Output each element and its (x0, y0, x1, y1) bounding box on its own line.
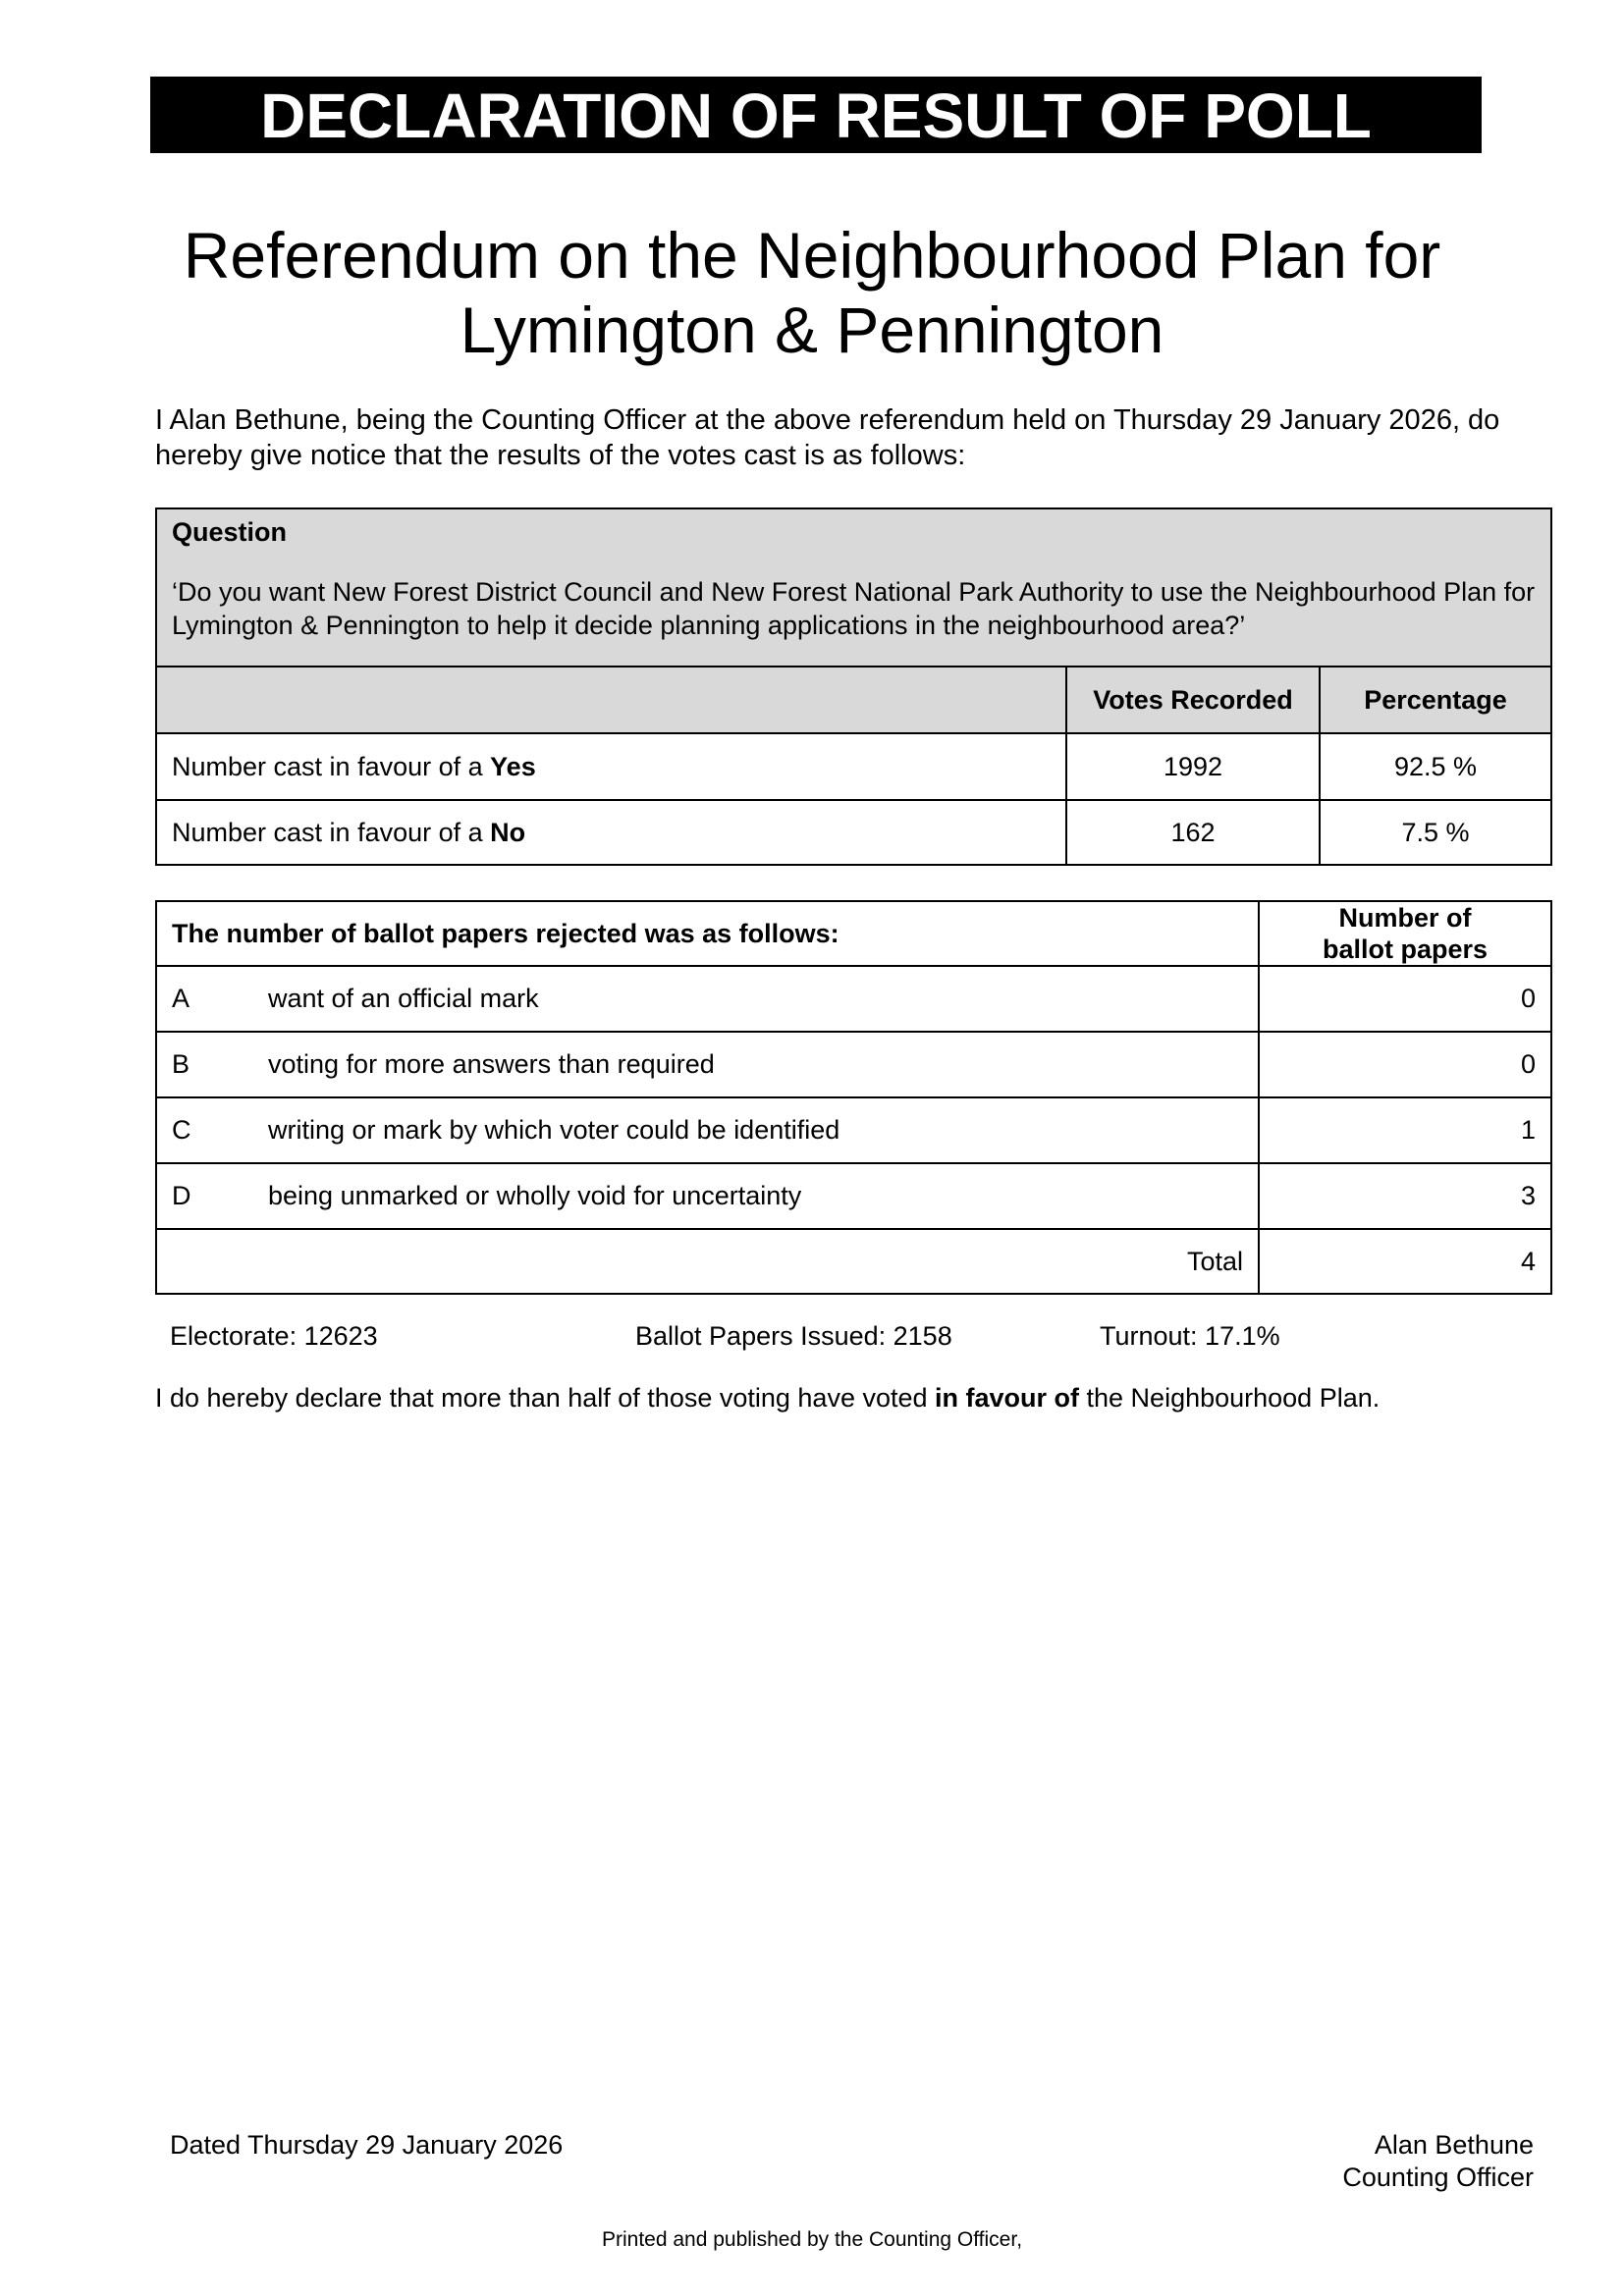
turnout: Turnout: 17.1% (1100, 1321, 1280, 1351)
percentage-yes: 92.5 % (1320, 733, 1551, 800)
rejected-reason: voting for more answers than required (253, 1032, 1259, 1097)
header-blank (156, 667, 1066, 733)
rejected-code: D (156, 1163, 253, 1229)
signatory-name: Alan Bethune (1374, 2130, 1534, 2160)
total-label: Total (156, 1229, 1259, 1294)
signatory-role: Counting Officer (1342, 2163, 1534, 2192)
declaration-text-end: the Neighbourhood Plan. (1079, 1383, 1380, 1413)
intro-paragraph: I Alan Bethune, being the Counting Officer at the above referendum held on Thursday 29 January 2026, do hereby give notice that the results of the votes cast is as follows: (155, 404, 1500, 471)
rejected-row (156, 1032, 1551, 1097)
question-text: ‘Do you want New Forest District Council and New Forest National Park Authority to use the Neighbourhood Plan for Lymington & Pennington to help it decide planning applications in the neighbourhood area?’ (172, 577, 1536, 640)
dated: Dated Thursday 29 January 2026 (170, 2130, 564, 2160)
rejected-row (156, 1097, 1551, 1163)
result-label (156, 800, 1066, 865)
result-answer: Yes (490, 751, 536, 781)
result-answer: No (490, 817, 526, 847)
percentage-no: 7.5 % (1320, 800, 1551, 865)
total-count: 4 (1259, 1229, 1551, 1294)
imprint: Printed and published by the Counting Officer, (601, 2228, 1023, 2251)
electorate: Electorate: 12623 (170, 1321, 378, 1351)
result-row-yes (156, 733, 1551, 800)
question-cell (156, 508, 1551, 667)
count-header (1259, 901, 1551, 966)
declaration-emphasis: in favour of (935, 1383, 1080, 1413)
rejected-table (155, 900, 1552, 1295)
votes-recorded-header: Votes Recorded (1066, 667, 1320, 733)
results-table (155, 507, 1552, 866)
votes-no: 162 (1066, 800, 1320, 865)
count-header-line-2: ballot papers (1322, 934, 1489, 964)
count-header-line-1: Number of (1338, 903, 1472, 933)
result-row-no (156, 800, 1551, 865)
rejected-reason: writing or mark by which voter could be identified (253, 1097, 1259, 1163)
declaration-text: I do hereby declare that more than half of those voting have voted (155, 1383, 936, 1413)
rejected-row (156, 1163, 1551, 1229)
rejected-code: A (156, 966, 253, 1032)
rejected-count: 1 (1259, 1097, 1551, 1163)
rejected-reason: being unmarked or wholly void for uncertainty (253, 1163, 1259, 1229)
document-title: DECLARATION OF RESULT OF POLL (150, 77, 1482, 153)
rejected-reason: want of an official mark (253, 966, 1259, 1032)
rejected-code: B (156, 1032, 253, 1097)
rejected-row (156, 966, 1551, 1032)
rejected-count: 0 (1259, 966, 1551, 1032)
subtitle-line-1: Referendum on the Neighbourhood Plan for (183, 219, 1441, 292)
percentage-header: Percentage (1320, 667, 1551, 733)
rejected-count: 3 (1259, 1163, 1551, 1229)
result-label (156, 733, 1066, 800)
rejected-header: The number of ballot papers rejected was as follows: (156, 901, 1259, 966)
rejected-count: 0 (1259, 1032, 1551, 1097)
result-prefix: Number cast in favour of a (172, 817, 491, 847)
rejected-total-row (156, 1229, 1551, 1294)
subtitle-line-2: Lymington & Pennington (460, 294, 1164, 366)
ballot-papers-issued: Ballot Papers Issued: 2158 (635, 1321, 952, 1351)
declaration-statement (155, 1383, 1380, 1414)
question-label: Question (172, 517, 288, 547)
rejected-code: C (156, 1097, 253, 1163)
result-prefix: Number cast in favour of a (172, 751, 491, 781)
votes-yes: 1992 (1066, 733, 1320, 800)
